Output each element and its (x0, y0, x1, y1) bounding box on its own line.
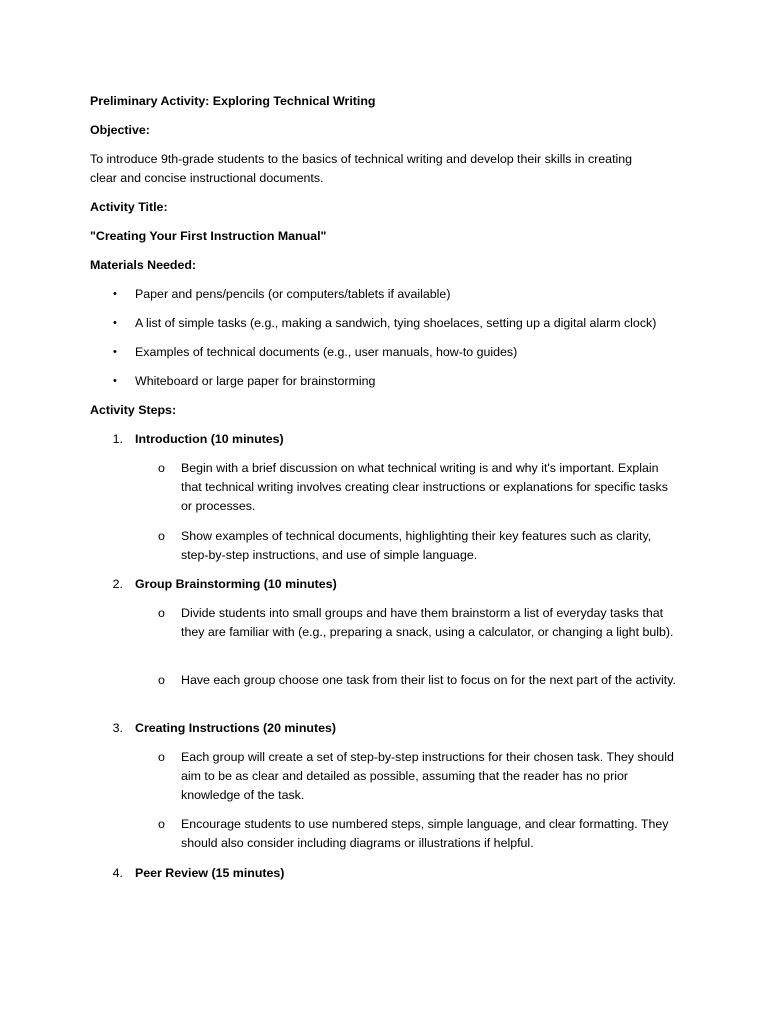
sub-bullet-icon: o (158, 673, 165, 687)
step-detail-text: Have each group choose one task from their list to focus on for the next part of the activity. (181, 673, 676, 687)
objective-text: To introduce 9th-grade students to the basics of technical writing and develop their skills in creating clear and concise instructional documents. (90, 152, 633, 185)
bullet-icon: • (113, 346, 117, 358)
step-number: 3. (112, 721, 123, 735)
sub-bullet-icon: o (158, 461, 165, 475)
step-title: Introduction (10 minutes) (135, 432, 284, 446)
activity-title-heading: Activity Title: (90, 200, 168, 214)
step-title: Peer Review (15 minutes) (135, 866, 285, 880)
activity-title: "Creating Your First Instruction Manual" (90, 229, 327, 243)
bullet-icon: • (113, 375, 117, 387)
material-text: Whiteboard or large paper for brainstorming (135, 374, 376, 388)
materials-heading: Materials Needed: (90, 258, 197, 272)
material-text: Examples of technical documents (e.g., user manuals, how-to guides) (135, 345, 518, 359)
material-text: Paper and pens/pencils (or computers/tablets if available) (135, 287, 451, 301)
step-number: 4. (112, 866, 123, 880)
step-detail-text: Show examples of technical documents, highlighting their key features such as clarity, step-by-step instructions, and use of simple language. (181, 529, 652, 562)
sub-bullet-icon: o (158, 817, 165, 831)
step-number: 1. (112, 432, 123, 446)
objective-heading: Objective: (90, 123, 150, 137)
bullet-icon: • (113, 317, 117, 329)
step-detail-text: Divide students into small groups and have them brainstorm a list of everyday tasks that they are familiar with (e.g., preparing a snack, using a calculator, or changing a light bulb). (181, 606, 674, 639)
sub-bullet-icon: o (158, 529, 165, 543)
document-title: Preliminary Activity: Exploring Technical Writing (90, 94, 376, 108)
step-detail-text: Begin with a brief discussion on what technical writing is and why it's important. Explain that technical writing involves creating clear instructions or explanations for specific tasks or processes. (181, 461, 668, 513)
step-title: Group Brainstorming (10 minutes) (135, 577, 337, 591)
steps-heading: Activity Steps: (90, 403, 177, 417)
sub-bullet-icon: o (158, 606, 165, 620)
step-title: Creating Instructions (20 minutes) (135, 721, 337, 735)
material-text: A list of simple tasks (e.g., making a sandwich, tying shoelaces, setting up a digital alarm clock) (135, 316, 657, 330)
step-number: 2. (112, 577, 123, 591)
step-detail-text: Each group will create a set of step-by-step instructions for their chosen task. They should aim to be as clear and detailed as possible, assuming that the reader has no prior knowledge of the task. (181, 750, 674, 802)
step-detail-text: Encourage students to use numbered steps, simple language, and clear formatting. They should also consider including diagrams or illustrations if helpful. (181, 817, 669, 850)
bullet-icon: • (113, 288, 117, 300)
sub-bullet-icon: o (158, 750, 165, 764)
